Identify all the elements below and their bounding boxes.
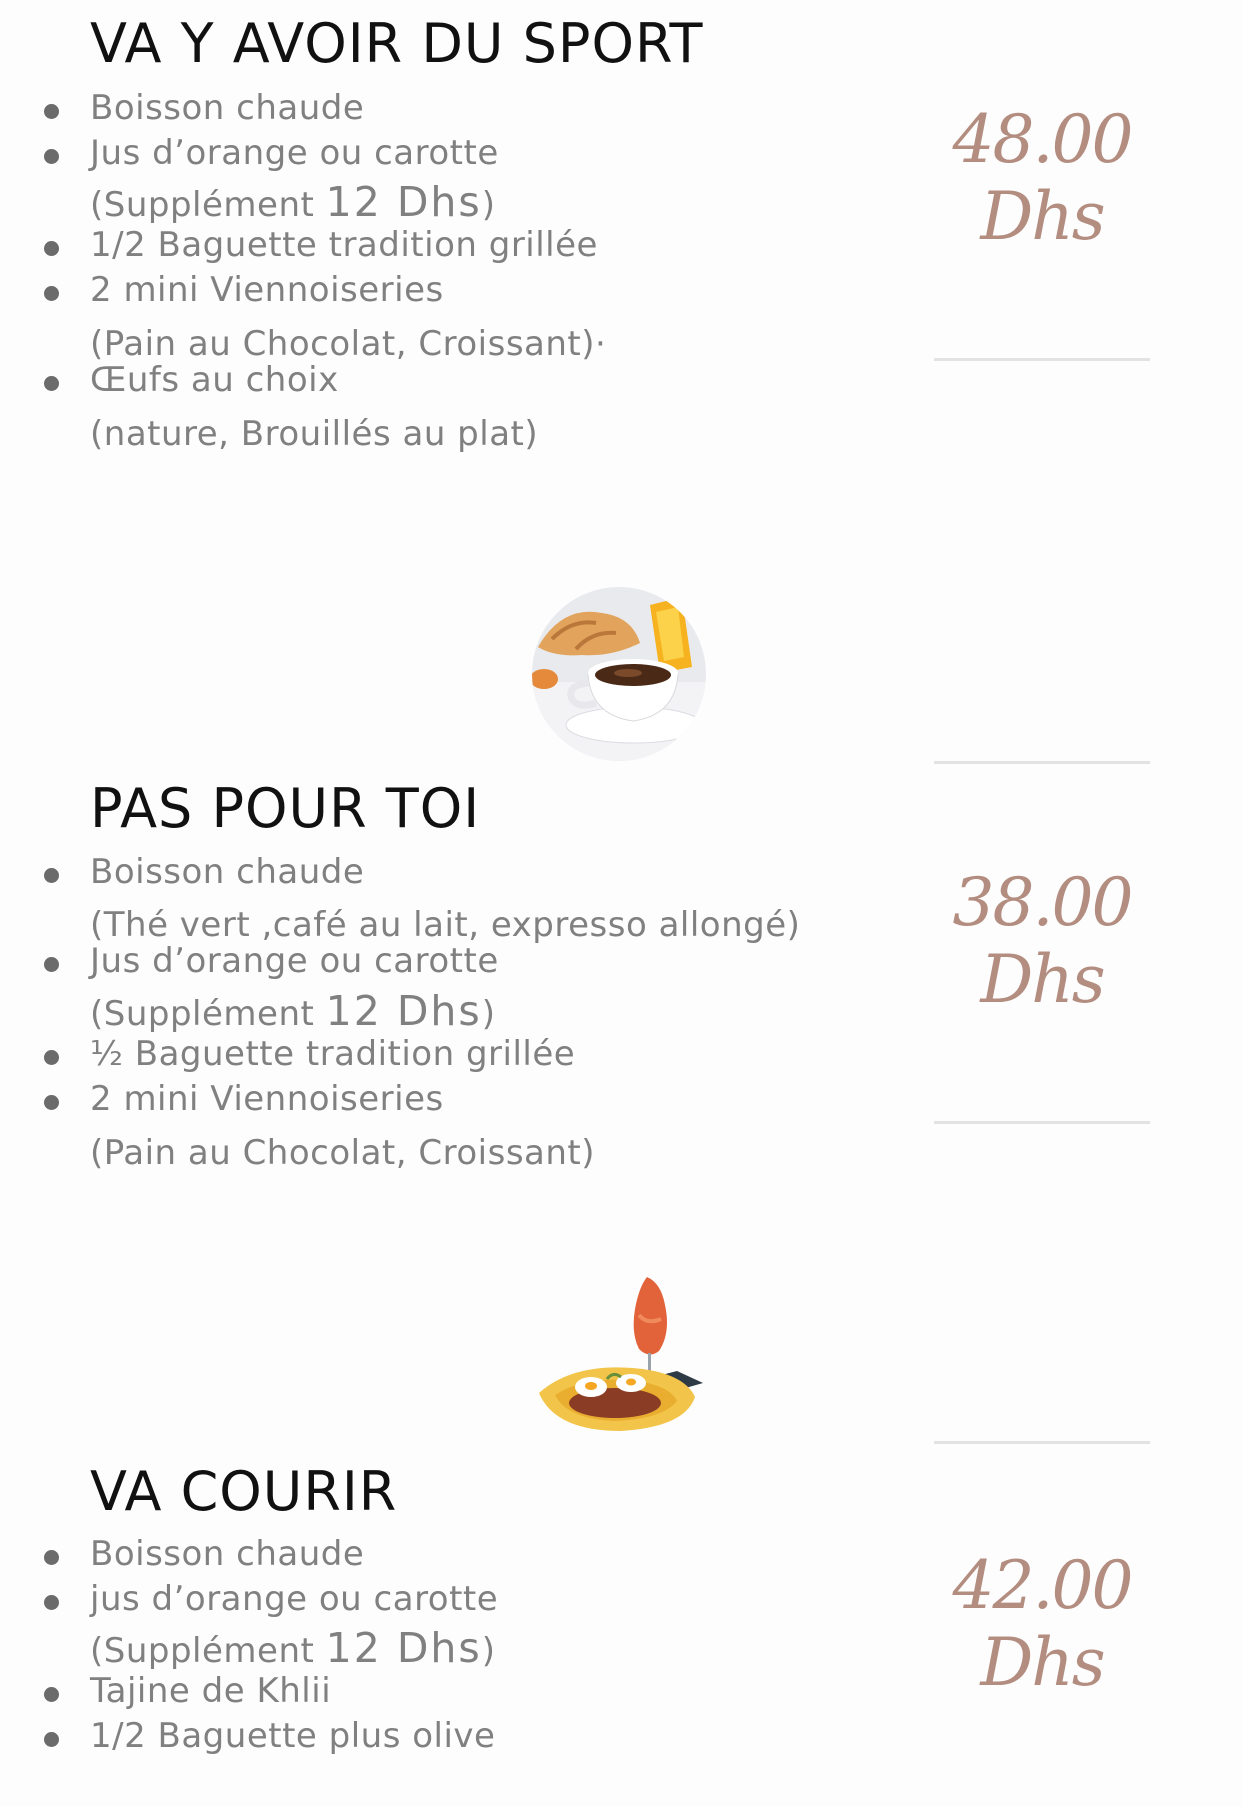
supplement-price: 12 Dhs — [325, 987, 482, 1035]
section-title: PAS POUR TOI — [90, 777, 481, 840]
menu-item: 1/2 Baguette tradition grillée — [90, 225, 598, 265]
menu-item: Jus d’orange ou carotte — [90, 941, 499, 981]
price-amount: 42.00 — [952, 1547, 1132, 1624]
bullet-icon — [44, 1050, 59, 1065]
menu-item: 2 mini Viennoiseries — [90, 1079, 444, 1119]
price-amount: 38.00 — [952, 864, 1132, 941]
bullet-icon — [44, 1550, 59, 1565]
menu-item: jus d’orange ou carotte — [90, 1579, 499, 1619]
supplement-price: 12 Dhs — [325, 178, 482, 226]
menu-item: ½ Baguette tradition grillée — [90, 1034, 576, 1074]
bullet-icon — [44, 286, 59, 301]
price-currency: Dhs — [980, 178, 1104, 255]
menu-item: 1/2 Baguette plus olive — [90, 1716, 496, 1756]
bullet-icon — [44, 1732, 59, 1747]
section-title: VA COURIR — [90, 1460, 398, 1523]
menu-item-note: (Supplément 12 Dhs) — [90, 178, 496, 226]
menu-item: Boisson chaude — [90, 852, 365, 892]
section-title: VA Y AVOIR DU SPORT — [90, 12, 704, 75]
divider — [934, 1441, 1150, 1444]
bullet-icon — [44, 376, 59, 391]
menu-item: 2 mini Viennoiseries — [90, 270, 444, 310]
bullet-icon — [44, 868, 59, 883]
divider — [934, 1121, 1150, 1124]
menu-item: Œufs au choix — [90, 360, 339, 400]
menu-item: Tajine de Khlii — [90, 1671, 332, 1711]
bullet-icon — [44, 1095, 59, 1110]
breakfast-coffee-illustration — [532, 587, 706, 761]
menu-item: Boisson chaude — [90, 1534, 365, 1574]
bullet-icon — [44, 104, 59, 119]
divider — [934, 761, 1150, 764]
breakfast-coffee-photo — [532, 587, 706, 761]
eggs-plate-juice-photo — [535, 1275, 715, 1440]
bullet-icon — [44, 1595, 59, 1610]
divider — [934, 358, 1150, 361]
bullet-icon — [44, 1687, 59, 1702]
menu-item-note: (Supplément 12 Dhs) — [90, 987, 496, 1035]
menu-item: Jus d’orange ou carotte — [90, 133, 499, 173]
menu-item-note: (Pain au Chocolat, Croissant)· — [90, 324, 607, 364]
price-amount: 48.00 — [952, 101, 1132, 178]
menu-item-note: (Pain au Chocolat, Croissant) — [90, 1133, 596, 1173]
menu-item: Boisson chaude — [90, 88, 365, 128]
supplement-price: 12 Dhs — [325, 1624, 482, 1672]
bullet-icon — [44, 957, 59, 972]
price-currency: Dhs — [980, 941, 1104, 1018]
price-currency: Dhs — [980, 1624, 1104, 1701]
menu-item-note: (Thé vert ,café au lait, expresso allongé) — [90, 905, 801, 945]
menu-item-note: (nature, Brouillés au plat) — [90, 414, 539, 454]
menu-item-note: (Supplément 12 Dhs) — [90, 1624, 496, 1672]
eggs-plate-illustration — [535, 1275, 715, 1440]
bullet-icon — [44, 149, 59, 164]
bullet-icon — [44, 241, 59, 256]
